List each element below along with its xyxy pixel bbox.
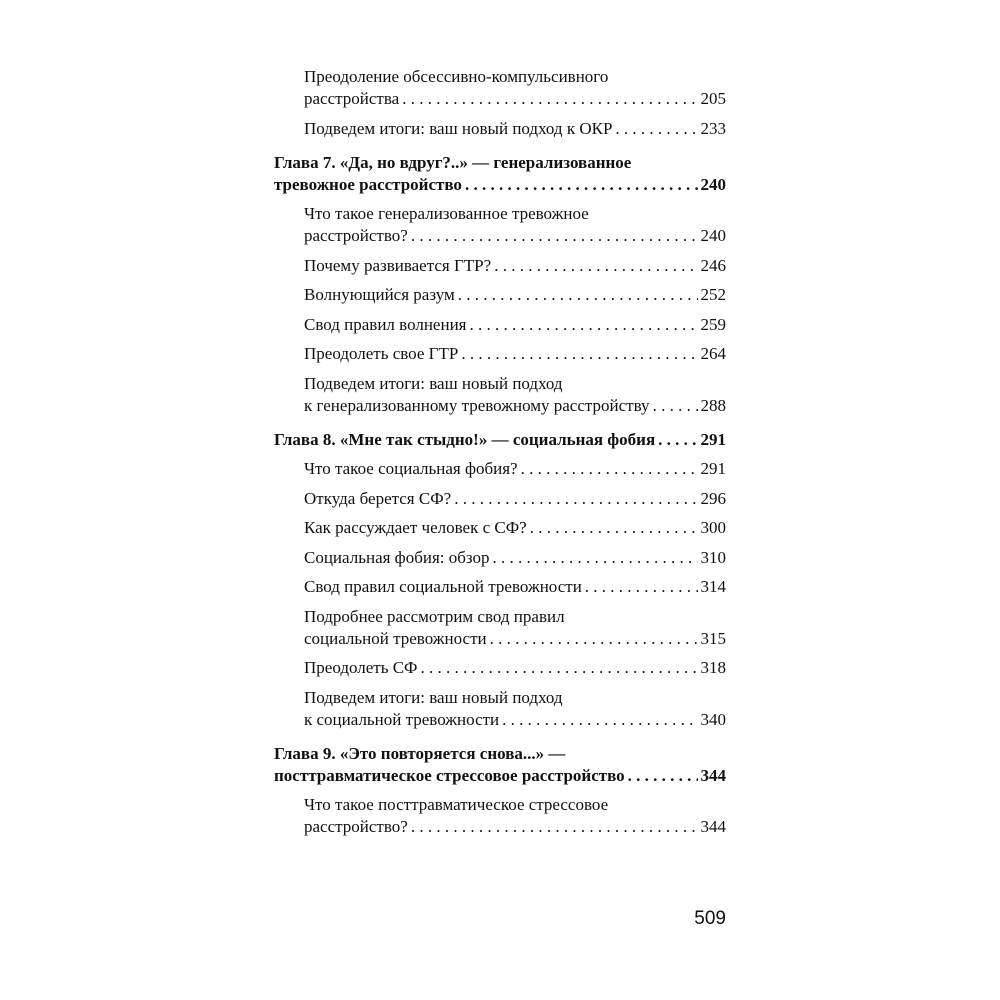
toc-entry-line <box>304 816 726 838</box>
toc-entry-line <box>304 488 726 510</box>
toc-entry-line <box>274 429 726 451</box>
toc-page-number: 288 <box>700 395 726 415</box>
toc-section-entry <box>274 687 726 731</box>
dot-leader <box>628 765 698 787</box>
dot-leader <box>653 395 698 417</box>
toc-entry-line <box>304 395 726 417</box>
toc-entry-line <box>304 203 726 225</box>
toc-entry-title: Как рассуждает человек с СФ? <box>304 518 527 537</box>
toc-entry-line <box>304 628 726 650</box>
dot-leader <box>402 88 697 110</box>
toc-entry-title: тревожное расстройство <box>274 174 462 194</box>
dot-leader <box>615 118 697 140</box>
toc-page-number: 259 <box>700 314 726 334</box>
toc-entry-title: социальной тревожности <box>304 628 487 648</box>
dot-leader <box>421 657 698 679</box>
dot-leader <box>458 284 698 306</box>
toc-entry-title: Подробнее рассмотрим свод правил <box>304 606 565 626</box>
toc-page-number: 264 <box>700 344 726 363</box>
table-of-contents <box>274 66 726 846</box>
toc-page-number: 240 <box>700 226 726 245</box>
dot-leader <box>461 343 697 365</box>
toc-entry-line <box>304 794 726 816</box>
toc-entry-title: расстройства <box>304 89 400 108</box>
toc-chapter-entry <box>274 429 726 451</box>
dot-leader <box>465 174 698 196</box>
toc-chapter-entry <box>274 152 726 196</box>
toc-entry-line <box>304 118 726 140</box>
dot-leader <box>454 488 697 510</box>
toc-page-number: 296 <box>700 488 726 508</box>
dot-leader <box>502 709 697 731</box>
toc-chapter-entry <box>274 743 726 787</box>
toc-entry-title: Свод правил волнения <box>304 314 467 334</box>
toc-page-number: 340 <box>700 709 726 729</box>
dot-leader <box>493 547 698 569</box>
toc-section-entry <box>274 314 726 336</box>
toc-entry-title: Глава 9. «Это повторяется снова...» — <box>274 743 566 763</box>
toc-entry-title: Что такое посттравматическое стрессовое <box>304 795 609 814</box>
toc-entry-title: Что такое генерализованное тревожное <box>304 204 589 223</box>
toc-section-entry <box>274 66 726 110</box>
toc-section-entry <box>274 547 726 569</box>
toc-entry-line <box>304 709 726 731</box>
toc-page-number: 310 <box>700 547 726 567</box>
toc-entry-line <box>304 66 726 88</box>
toc-entry-line <box>304 314 726 336</box>
toc-page-number: 344 <box>700 765 726 785</box>
toc-page-number: 291 <box>700 459 726 478</box>
toc-entry-title: Глава 7. «Да, но вдруг?..» — генерализованное <box>274 152 632 172</box>
toc-entry-title: Социальная фобия: обзор <box>304 547 490 567</box>
toc-section-entry <box>274 373 726 417</box>
toc-section-entry <box>274 517 726 539</box>
dot-leader <box>411 225 698 247</box>
toc-entry-line <box>304 657 726 679</box>
dot-leader <box>530 517 698 539</box>
toc-page-number: 300 <box>700 518 726 537</box>
dot-leader <box>411 816 698 838</box>
toc-entry-line <box>304 88 726 110</box>
toc-entry-line <box>274 743 726 765</box>
toc-page-number: 240 <box>700 174 726 194</box>
toc-entry-title: Откуда берется СФ? <box>304 488 452 508</box>
toc-entry-title: к генерализованному тревожному расстройству <box>304 395 650 415</box>
toc-entry-title: Что такое социальная фобия? <box>304 459 518 478</box>
toc-section-entry <box>274 118 726 140</box>
toc-section-entry <box>274 657 726 679</box>
toc-entry-title: посттравматическое стрессовое расстройство <box>274 765 625 785</box>
toc-entry-title: расстройство? <box>304 226 408 245</box>
dot-leader <box>585 576 698 598</box>
toc-entry-line <box>304 284 726 306</box>
toc-page-number: 318 <box>700 658 726 677</box>
toc-section-entry <box>274 606 726 650</box>
toc-entry-title: Волнующийся разум <box>304 285 455 304</box>
toc-entry-title: Преодоление обсессивно-компульсивного <box>304 67 609 86</box>
toc-page-number: 246 <box>700 255 726 275</box>
toc-entry-line <box>304 225 726 247</box>
toc-entry-title: расстройство? <box>304 817 408 836</box>
toc-entry-title: Свод правил социальной тревожности <box>304 577 582 596</box>
toc-entry-line <box>304 576 726 598</box>
toc-entry-line <box>304 373 726 395</box>
toc-section-entry <box>274 255 726 277</box>
toc-page-number: 205 <box>700 89 726 108</box>
toc-entry-line <box>274 152 726 174</box>
toc-entry-line <box>304 606 726 628</box>
toc-section-entry <box>274 284 726 306</box>
toc-entry-line <box>304 255 726 277</box>
toc-entry-title: Подведем итоги: ваш новый подход <box>304 687 563 707</box>
toc-section-entry <box>274 203 726 247</box>
toc-section-entry <box>274 458 726 480</box>
dot-leader <box>494 255 697 277</box>
toc-entry-title: к социальной тревожности <box>304 709 500 729</box>
toc-section-entry <box>274 343 726 365</box>
toc-entry-line <box>274 174 726 196</box>
toc-page-number: 252 <box>700 285 726 304</box>
toc-page-number: 233 <box>700 118 726 138</box>
toc-entry-line <box>304 458 726 480</box>
page-number: 509 <box>694 908 726 929</box>
toc-entry-title: Преодолеть СФ <box>304 658 418 677</box>
toc-entry-line <box>304 343 726 365</box>
toc-section-entry <box>274 576 726 598</box>
dot-leader <box>658 429 697 451</box>
toc-page-number: 315 <box>700 628 726 648</box>
dot-leader <box>490 628 698 650</box>
toc-entry-line <box>304 687 726 709</box>
dot-leader <box>521 458 698 480</box>
toc-page-number: 344 <box>700 817 726 836</box>
toc-page-number: 291 <box>700 429 726 449</box>
toc-section-entry <box>274 488 726 510</box>
toc-entry-title: Преодолеть свое ГТР <box>304 344 459 363</box>
toc-page-number: 314 <box>700 577 726 596</box>
dot-leader <box>470 314 698 336</box>
toc-entry-line <box>304 547 726 569</box>
toc-entry-title: Глава 8. «Мне так стыдно!» — социальная фобия <box>274 429 656 449</box>
toc-entry-line <box>304 517 726 539</box>
toc-entry-title: Подведем итоги: ваш новый подход к ОКР <box>304 118 613 138</box>
toc-entry-title: Подведем итоги: ваш новый подход <box>304 373 563 393</box>
toc-entry-title: Почему развивается ГТР? <box>304 255 492 275</box>
toc-entry-line <box>274 765 726 787</box>
toc-section-entry <box>274 794 726 838</box>
